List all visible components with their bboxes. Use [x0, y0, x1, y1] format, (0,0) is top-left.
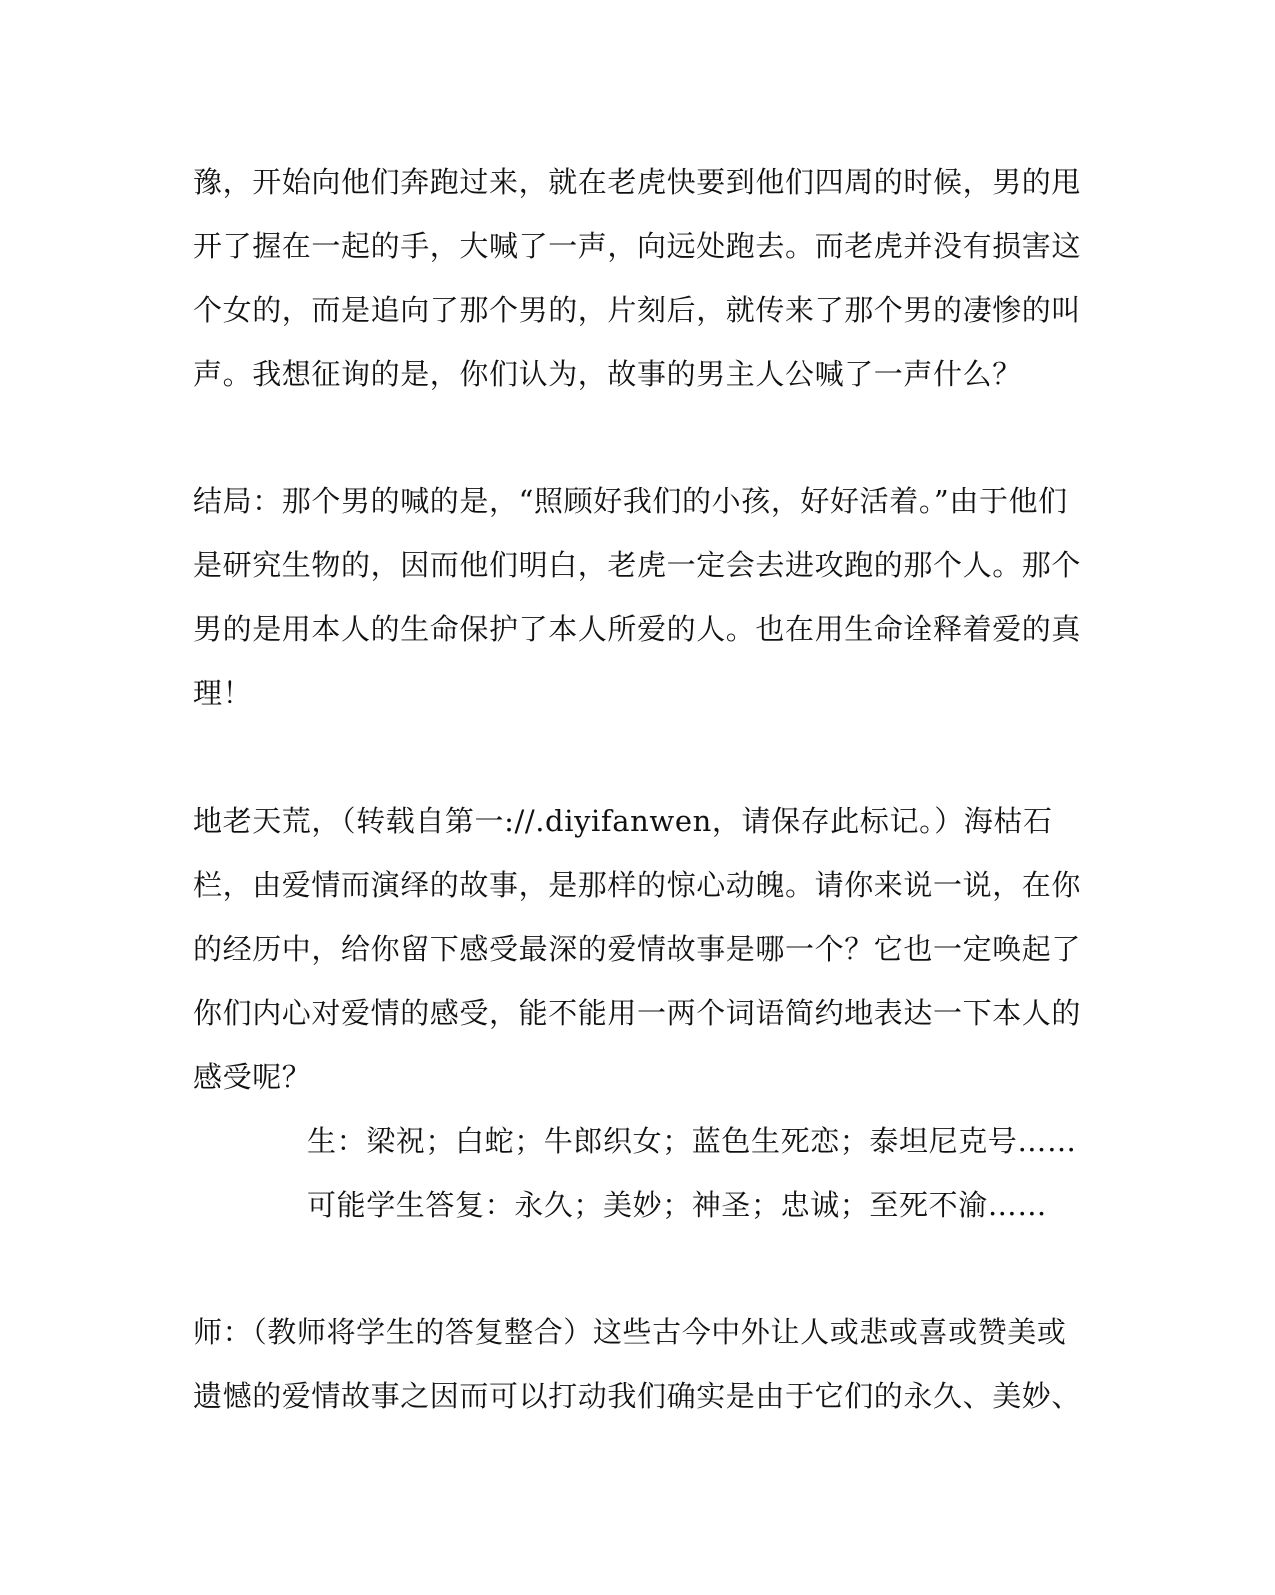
text-line: 感受呢？: [193, 1060, 312, 1094]
text-line: 遗憾的爱情故事之因而可以打动我们确实是由于它们的永久、美妙、: [193, 1379, 1082, 1413]
paragraph-question: [193, 789, 1082, 1109]
text-line: 个女的，而是追向了那个男的，片刻后，就传来了那个男的凄惨的叫: [193, 293, 1082, 327]
text-line: 声。我想征询的是，你们认为，故事的男主人公喊了一声什么？: [193, 357, 1022, 391]
text-line: 的经历中，给你留下感受最深的爱情故事是哪一个？它也一定唤起了: [193, 932, 1082, 966]
paragraph-teacher: [193, 1300, 1082, 1428]
text-line: 你们内心对爱情的感受，能不能用一两个词语简约地表达一下本人的: [193, 996, 1082, 1030]
text-line: 结局：那个男的喊的是，“照顾好我们的小孩，好好活着。”由于他们: [193, 484, 1068, 518]
paragraph-story: [193, 150, 1082, 406]
text-line: 开了握在一起的手，大喊了一声，向远处跑去。而老虎并没有损害这: [193, 229, 1082, 263]
answer-line: 可能学生答复：永久；美妙；神圣；忠诚；至死不渝……: [307, 1188, 1048, 1222]
text-line: 地老天荒，（转载自第一://.diyifanwen，请保存此标记。）海枯石: [193, 804, 1053, 838]
student-answers: [193, 1109, 1077, 1237]
text-line: 理！: [193, 676, 253, 710]
text-line: 是研究生物的，因而他们明白，老虎一定会去进攻跑的那个人。那个: [193, 548, 1082, 582]
paragraph-ending: [193, 469, 1082, 725]
answer-line: 生：梁祝；白蛇；牛郎织女；蓝色生死恋；泰坦尼克号……: [307, 1124, 1077, 1158]
text-line: 栏，由爱情而演绎的故事，是那样的惊心动魄。请你来说一说，在你: [193, 868, 1082, 902]
text-line: 豫，开始向他们奔跑过来，就在老虎快要到他们四周的时候，男的甩: [193, 165, 1082, 199]
text-line: 男的是用本人的生命保护了本人所爱的人。也在用生命诠释着爱的真: [193, 612, 1082, 646]
text-line: 师：（教师将学生的答复整合）这些古今中外让人或悲或喜或赞美或: [193, 1315, 1067, 1349]
